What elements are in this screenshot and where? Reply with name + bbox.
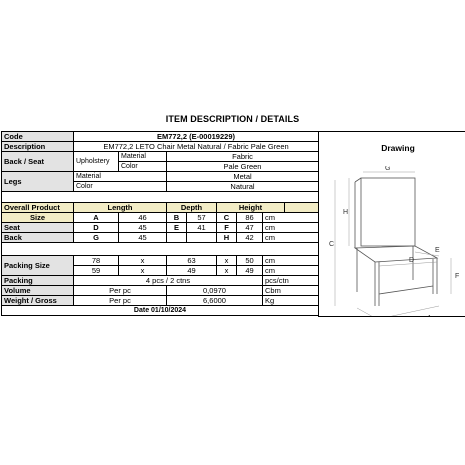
packing-1-unit: cm [263,256,319,266]
overall-height-value: 86 [237,213,263,223]
overall-unit: cm [263,213,319,223]
drawing-letter-h: H [343,209,349,216]
legs-color-value: Natural [167,182,319,192]
back-seat-color-label: Color [119,162,167,172]
volume-value: 0,0970 [167,286,263,296]
legs-label: Legs [2,172,74,192]
overall-height-code: C [217,213,237,223]
seat-depth-value: 41 [187,223,217,233]
packing-2-a: 59 [74,266,119,276]
code-label: Code [2,132,74,142]
chair-backrest [361,178,415,246]
spec-table [1,131,465,326]
seat-length-code: D [74,223,119,233]
legs-color-label: Color [74,182,167,192]
packing-1-b: 63 [167,256,217,266]
weight-unit: Kg [263,296,319,306]
packing-2-x2: x [217,266,237,276]
legs-material-value: Metal [167,172,319,182]
seat-label: Seat [2,223,74,233]
drawing-letter-d: D [409,257,415,264]
seat-length-value: 45 [119,223,167,233]
description-label: Description [2,142,74,152]
overall-length-code: A [74,213,119,223]
packing-size-label: Packing Size [2,256,74,276]
size-label: Size [2,213,74,223]
chair-seat [355,246,437,262]
drawing-panel [319,132,465,326]
back-seat-material-value: Fabric [167,152,319,162]
weight-per: Per pc [74,296,167,306]
back-height-code: H [217,233,237,243]
upholstery-label: Upholstery [74,152,119,172]
packing-1-c: 50 [237,256,263,266]
sheet-title: ITEM DESCRIPTION / DETAILS [165,114,300,124]
packing-1-x1: x [119,256,167,266]
back-seat-color-value: Pale Green [167,162,319,172]
drawing-label: Drawing [381,143,415,153]
packing-1-a: 78 [74,256,119,266]
weight-label: Weight / Gross [2,296,74,306]
back-length-value: 45 [119,233,167,243]
back-seat-material-label: Material [119,152,167,162]
drawing-letter-e: E [435,247,440,254]
overall-product-label: Overall Product [2,203,74,213]
packing-2-x1: x [119,266,167,276]
volume-label: Volume [2,286,74,296]
row-code [2,132,465,142]
code-value: EM772,2 (E-00019229) [74,132,319,142]
seat-unit: cm [263,223,319,233]
date-label: Date 01/10/2024 [2,306,319,316]
overall-length-value: 46 [119,213,167,223]
back-unit: cm [263,233,319,243]
height-header: Height [217,203,285,213]
drawing-letter-g: G [385,166,391,172]
chair-drawing: G H C E D F B A [329,166,460,326]
seat-height-code: F [217,223,237,233]
packing-2-c: 49 [237,266,263,276]
back-label: Back [2,233,74,243]
packing-value: 4 pcs / 2 ctns [74,276,263,286]
drawing-letter-a: A [427,315,432,322]
volume-per: Per pc [74,286,167,296]
drawing-letter-c: C [329,241,335,248]
packing-label: Packing [2,276,74,286]
length-header: Length [74,203,167,213]
depth-header: Depth [167,203,217,213]
seat-depth-code: E [167,223,187,233]
back-height-value: 42 [237,233,263,243]
weight-value: 6,6000 [167,296,263,306]
back-seat-label: Back / Seat [2,152,74,172]
volume-unit: Cbm [263,286,319,296]
back-length-code: G [74,233,119,243]
packing-unit: pcs/ctn [263,276,319,286]
overall-depth-code: B [167,213,187,223]
drawing-letter-f: F [455,273,460,280]
overall-depth-value: 57 [187,213,217,223]
packing-2-b: 49 [167,266,217,276]
packing-2-unit: cm [263,266,319,276]
legs-material-label: Material [74,172,167,182]
packing-1-x2: x [217,256,237,266]
seat-height-value: 47 [237,223,263,233]
description-value: EM772,2 LETO Chair Metal Natural / Fabric Pale Green [74,142,319,152]
